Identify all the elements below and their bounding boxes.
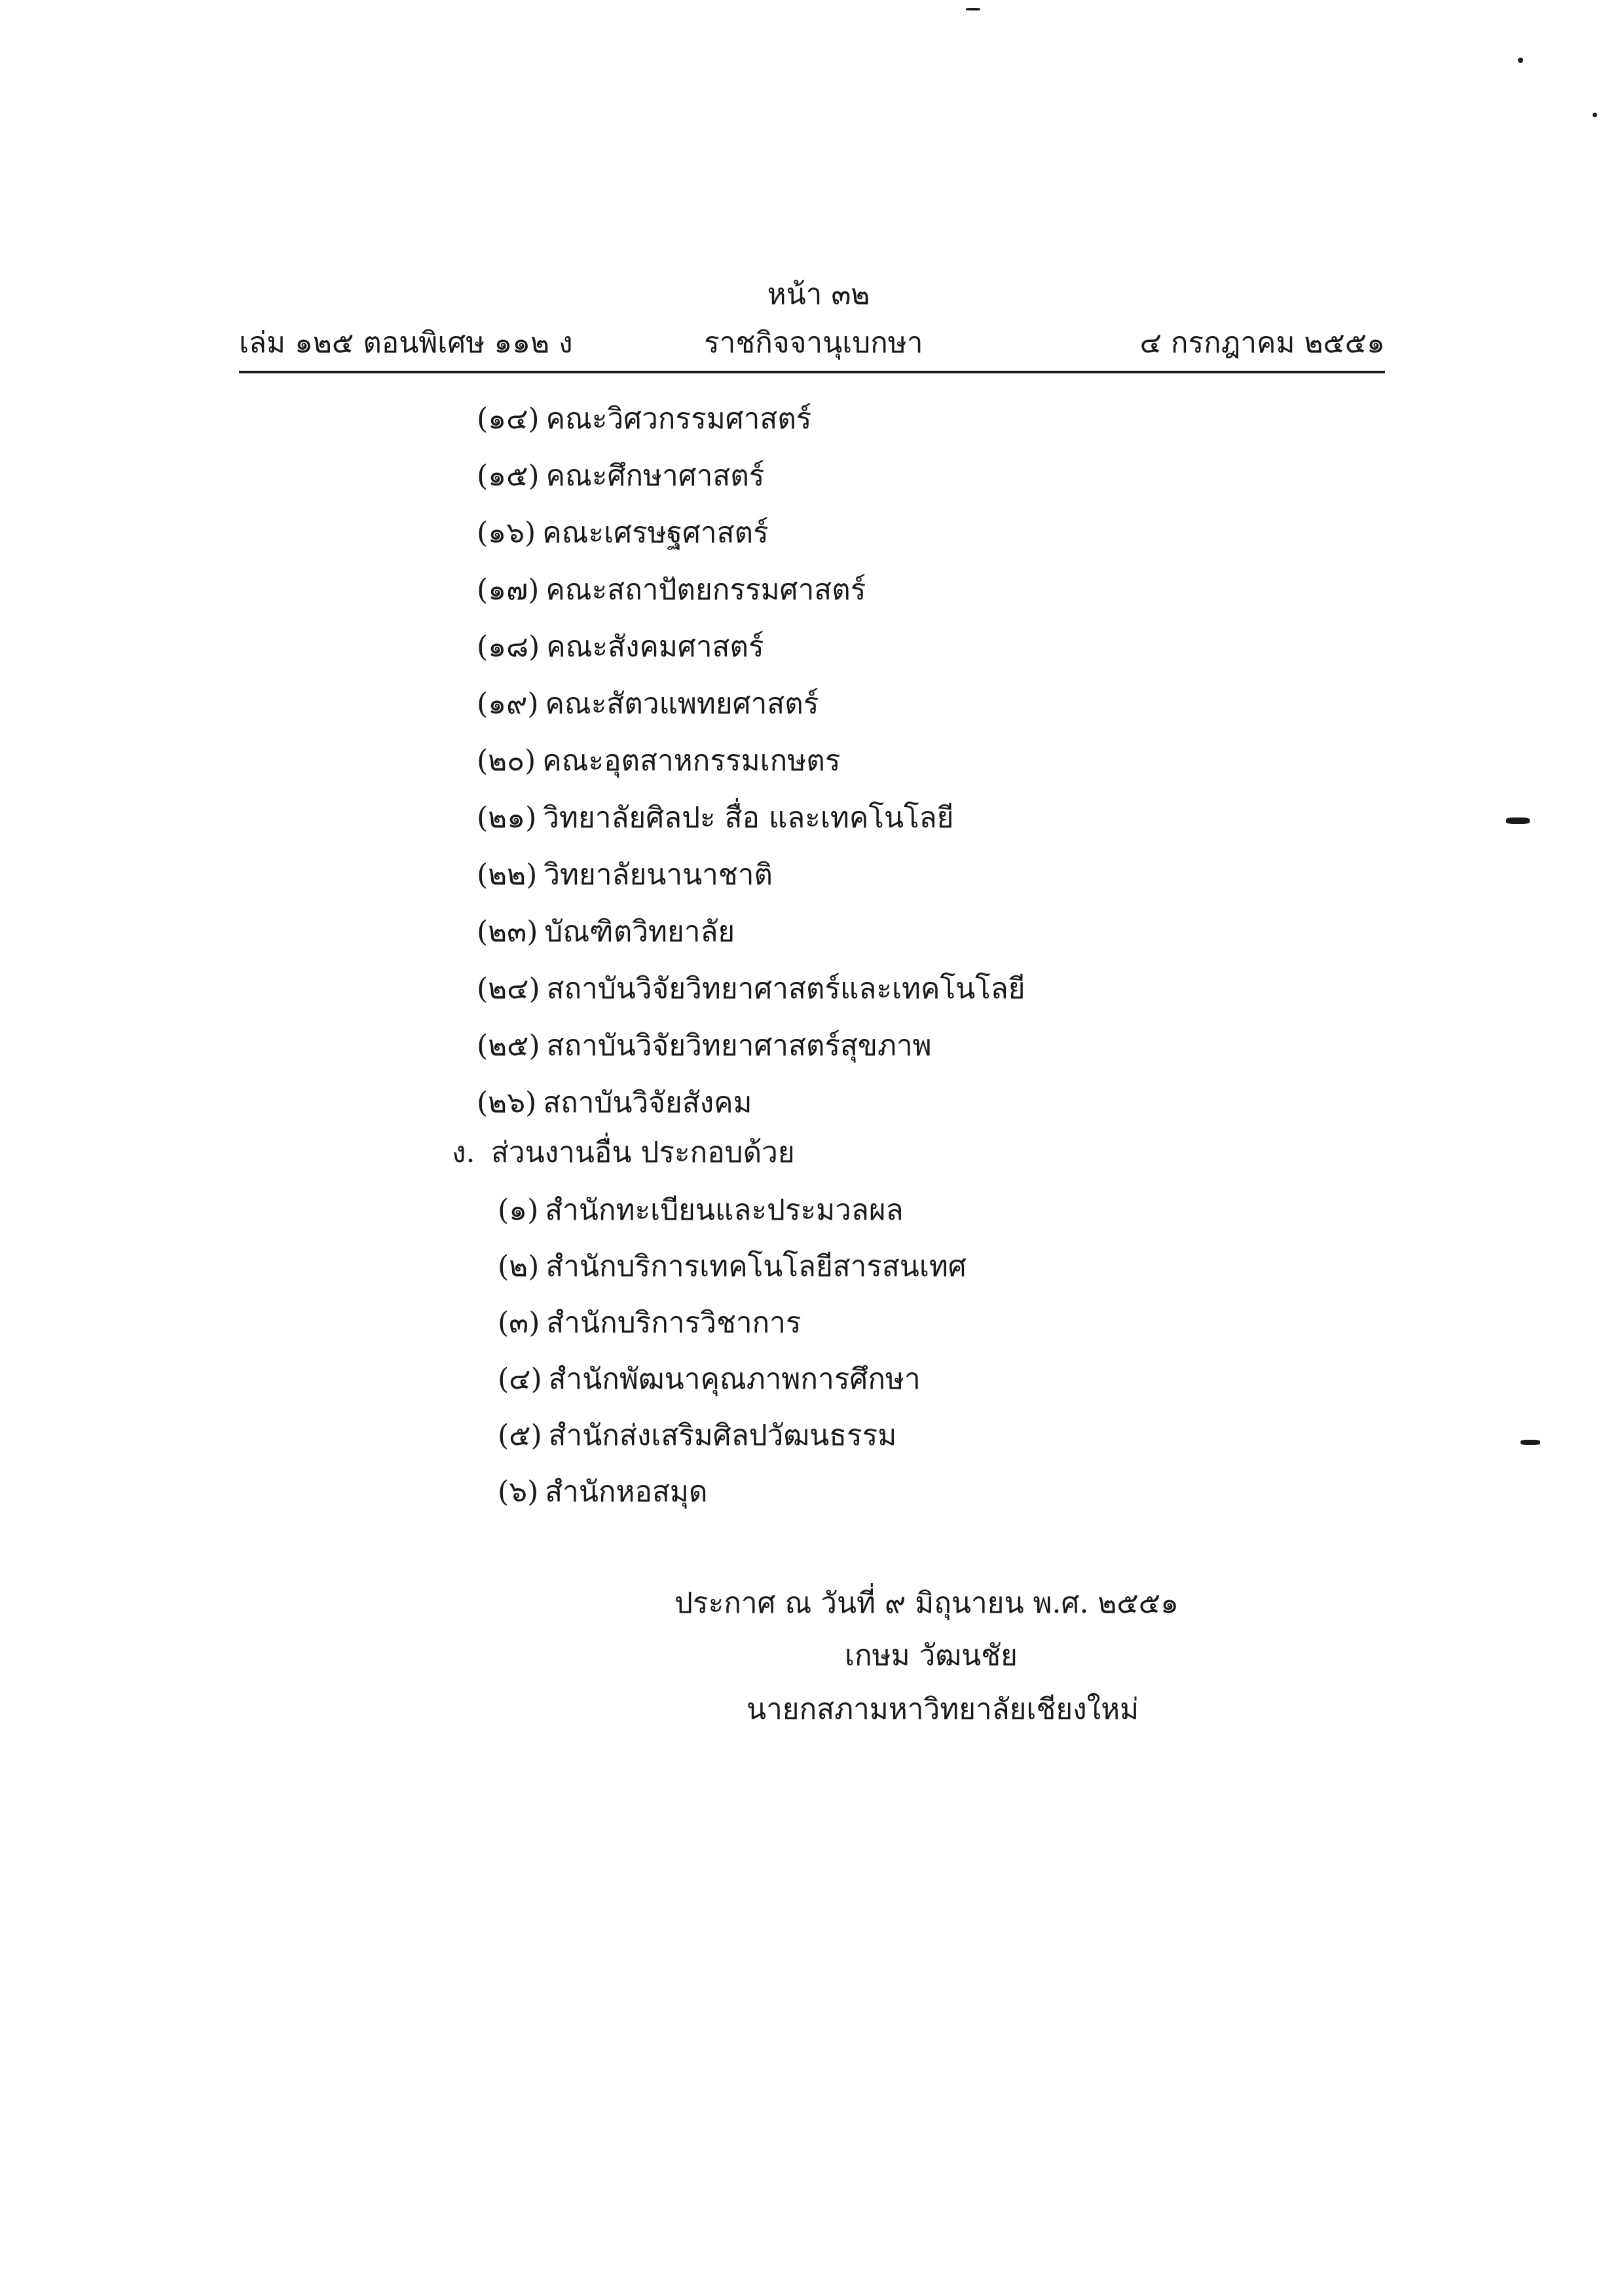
list-item [477, 458, 764, 495]
section-heading [452, 1135, 795, 1171]
item-label: สำนักส่งเสริมศิลปวัฒนธรรม [548, 1419, 897, 1452]
item-number: (๒๕) [477, 1029, 540, 1062]
scan-mark [1506, 817, 1530, 824]
list-item [477, 857, 773, 893]
list-item [477, 1028, 932, 1064]
list-item [477, 971, 1025, 1007]
list-item [498, 1192, 904, 1229]
item-label: สำนักทะเบียนและประมวลผล [545, 1193, 904, 1227]
item-number: (๒๓) [477, 915, 538, 948]
list-item [477, 800, 953, 836]
header-rule [239, 371, 1385, 373]
page-number: หน้า ๓๒ [767, 278, 870, 311]
list-item [498, 1305, 802, 1342]
item-label: วิทยาลัยศิลปะ สื่อ และเทคโนโลยี [543, 801, 954, 835]
list-item [477, 572, 866, 609]
list-item [498, 1474, 707, 1511]
item-number: (๑๗) [477, 573, 540, 607]
section-letter: ง. [452, 1136, 475, 1169]
item-label: สำนักบริการเทคโนโลยีสารสนเทศ [545, 1250, 967, 1283]
list-item [477, 515, 769, 552]
item-number: (๓) [498, 1306, 540, 1340]
list-item [477, 914, 735, 950]
item-number: (๑๖) [477, 516, 536, 550]
item-number: (๒๔) [477, 972, 540, 1005]
item-label: วิทยาลัยนานาชาติ [544, 858, 773, 892]
item-number: (๑) [498, 1193, 539, 1227]
volume-issue: เล่ม ๑๒๕ ตอนพิเศษ ๑๑๒ ง [239, 326, 573, 360]
item-label: สถาบันวิจัยสังคม [543, 1086, 752, 1119]
item-label: บัณฑิตวิทยาลัย [544, 915, 735, 948]
list-item [477, 629, 764, 666]
item-number: (๑๕) [477, 459, 540, 493]
item-label: คณะศึกษาศาสตร์ [545, 459, 765, 493]
section-title: ส่วนงานอื่น ประกอบด้วย [491, 1136, 795, 1169]
item-number: (๒๖) [477, 1086, 537, 1119]
list-item [477, 743, 840, 779]
list-item [498, 1417, 896, 1454]
scan-mark [966, 8, 980, 10]
item-number: (๑๘) [477, 630, 540, 664]
item-label: สำนักพัฒนาคุณภาพการศึกษา [548, 1362, 921, 1396]
item-number: (๕) [498, 1419, 542, 1452]
list-item [498, 1248, 967, 1285]
item-label: สำนักบริการวิชาการ [546, 1306, 802, 1340]
list-item [477, 401, 811, 438]
announcement-date: ประกาศ ณ วันที่ ๙ มิถุนายน พ.ศ. ๒๕๕๑ [674, 1586, 1179, 1620]
item-label: คณะอุตสาหกรรมเกษตร [542, 744, 841, 778]
item-label: สถาบันวิจัยวิทยาศาสตร์สุขภาพ [546, 1029, 932, 1062]
item-label: คณะวิศวกรรมศาสตร์ [545, 402, 812, 436]
item-number: (๒๐) [477, 744, 536, 778]
scan-mark [1521, 1440, 1540, 1445]
item-label: คณะสังคมศาสตร์ [546, 630, 764, 664]
signatory-title: นายกสภามหาวิทยาลัยเชียงใหม่ [747, 1693, 1139, 1726]
item-number: (๔) [498, 1362, 542, 1396]
publication-date: ๔ กรกฎาคม ๒๕๕๑ [1139, 326, 1385, 360]
publication-name: ราชกิจจานุเบกษา [704, 326, 923, 360]
list-item [498, 1361, 921, 1398]
item-number: (๑๙) [477, 687, 539, 721]
item-number: (๑๔) [477, 402, 540, 436]
item-number: (๒๒) [477, 858, 538, 892]
item-label: คณะเศรษฐศาสตร์ [542, 516, 769, 550]
scan-speck [1593, 113, 1597, 117]
item-number: (๒) [498, 1250, 540, 1283]
item-label: คณะสัตวแพทยศาสตร์ [545, 687, 819, 721]
signatory-name: เกษม วัฒนชัย [845, 1639, 1018, 1672]
item-label: สถาบันวิจัยวิทยาศาสตร์และเทคโนโลยี [546, 972, 1025, 1005]
list-item [477, 1085, 752, 1121]
scan-speck [1518, 58, 1523, 63]
item-label: คณะสถาปัตยกรรมศาสตร์ [545, 573, 866, 607]
item-label: สำนักหอสมุด [545, 1475, 708, 1509]
item-number: (๒๑) [477, 801, 537, 835]
item-number: (๖) [498, 1475, 539, 1509]
list-item [477, 686, 819, 723]
running-header [239, 325, 1385, 364]
